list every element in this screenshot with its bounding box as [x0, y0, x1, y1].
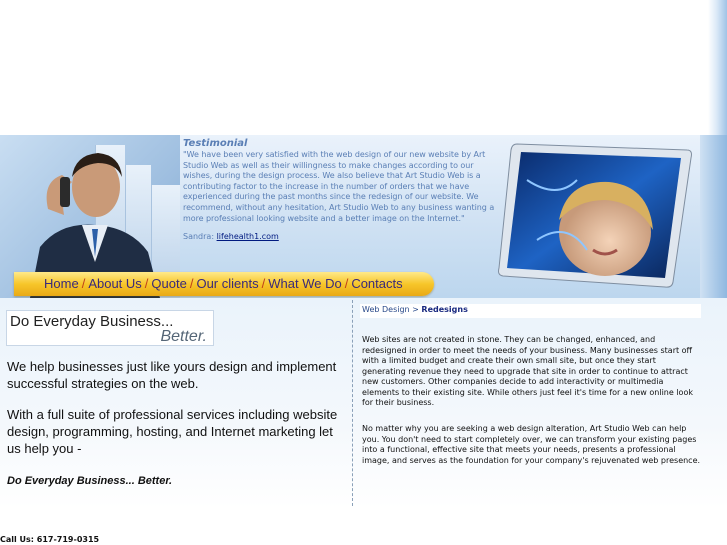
nav-separator: /	[344, 276, 349, 291]
testimonial-text: "We have been very satisfied with the web design of our new website by Art Studio Web as well as their willingness to make changes according to our wishes, during the design process. We also believe that Art Studio Web is a contributing factor to the increase in the number of orders that we have experienced during the past months since the redesign of our website. We recommend, without any hesitation, Art Studio Web to any business wanting a more professional looking website and a better image on the Internet."	[183, 150, 495, 223]
breadcrumb	[362, 305, 468, 314]
monitor-woman-image	[497, 140, 693, 290]
testimonial-link[interactable]: lifehealth1.com	[216, 232, 279, 242]
left-column	[0, 298, 352, 508]
header-blank-area	[0, 0, 727, 135]
nav-what-we-do[interactable]: What We Do	[268, 276, 342, 291]
nav-separator: /	[81, 276, 86, 291]
intro-paragraph-1: We help businesses just like yours design and implement successful strategies on the web.	[7, 359, 337, 391]
nav-about-us[interactable]: About Us	[88, 276, 142, 291]
intro-slogan: Do Everyday Business... Better.	[7, 475, 173, 487]
testimonial	[183, 138, 498, 241]
main-navigation	[14, 272, 434, 296]
intro-paragraph-2: With a full suite of professional services including website design, programming, hosting, and Internet marketing let us help you -	[7, 407, 338, 456]
nav-separator: /	[261, 276, 266, 291]
tagline-logo	[6, 310, 214, 346]
nav-links	[44, 276, 403, 291]
tagline-line-2: Better.	[160, 328, 207, 345]
breadcrumb-parent[interactable]: Web Design	[362, 305, 410, 314]
banner-edge-decoration	[700, 135, 727, 298]
redesign-paragraph-2: No matter why you are seeking a web design alteration, Art Studio Web can help you. You don't need to start completely over, we can transform your existing pages into a functional, effective site that meets your needs, presents a professional image, and serves as the foundation for your company's rejuvenated web presence.	[362, 424, 701, 465]
testimonial-author: Sandra:	[183, 232, 215, 242]
header-edge-decoration	[708, 0, 727, 135]
nav-home[interactable]: Home	[44, 276, 79, 291]
footer-phone: Call Us: 617-719-0315	[0, 535, 100, 544]
breadcrumb-bar	[360, 304, 701, 318]
testimonial-title: Testimonial	[183, 138, 248, 149]
redesign-paragraph-1: Web sites are not created in stone. They can be changed, enhanced, and redesigned in order to meet the needs of your business. Many businesses start off with a limited budget and create their own small site, but once they start generating revenue they need to upgrade that site in order to continue to attract new customers. Other companies decide to add interactivity or multimedia elements to their existing site. While others just feel it's time for a new online look for their business.	[362, 335, 693, 407]
breadcrumb-separator: >	[412, 305, 419, 314]
nav-our-clients[interactable]: Our clients	[196, 276, 259, 291]
nav-quote[interactable]: Quote	[151, 276, 187, 291]
breadcrumb-current: Redesigns	[421, 305, 468, 314]
testimonial-signature	[183, 232, 498, 241]
nav-separator: /	[189, 276, 194, 291]
nav-separator: /	[144, 276, 149, 291]
column-divider	[352, 300, 353, 506]
nav-contacts[interactable]: Contacts	[351, 276, 403, 291]
tagline-line-1: Do Everyday Business...	[10, 313, 174, 330]
